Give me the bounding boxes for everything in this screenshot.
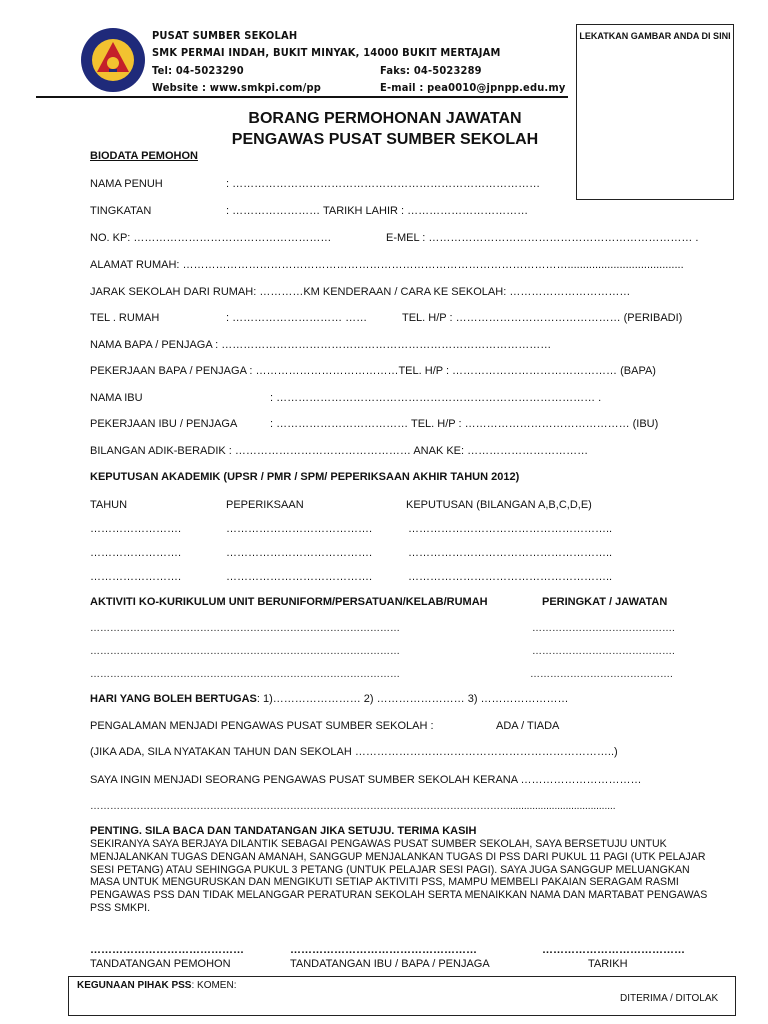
nama-bapa-field[interactable]: NAMA BAPA / PENJAGA : ……………………………………………………………………………… xyxy=(90,339,552,351)
signature-line-tarikh[interactable]: ………………………………… xyxy=(542,944,685,956)
tel-hp-peribadi-field[interactable]: TEL. H/P : ……………………………………… (PERIBADI) xyxy=(402,312,683,324)
peringkat-row3[interactable]: ……………………………………. xyxy=(530,669,673,680)
pekerjaan-ibu-field[interactable]: : ……………………………… TEL. H/P : ……………………………………… (IBU) xyxy=(270,418,659,430)
nokp-field[interactable]: NO. KP: ……………………………………………… xyxy=(90,232,332,244)
tingkatan-tarikh-lahir-field[interactable]: : …………………… TARIKH LAHIR : …………………………… xyxy=(226,205,529,217)
ada-tiada-options[interactable]: ADA / TIADA xyxy=(496,720,560,732)
kokurikulum-row2[interactable]: ………………………………………………………………………………… xyxy=(90,646,400,657)
col-keputusan: KEPUTUSAN (BILANGAN A,B,C,D,E) xyxy=(406,499,592,511)
kokurikulum-row1[interactable]: ………………………………………………………………………………… xyxy=(90,623,400,634)
peringkat-row2[interactable]: ……………………………………. xyxy=(532,646,675,657)
photo-placeholder-box[interactable] xyxy=(576,24,734,200)
komen-field[interactable]: : KOMEN: xyxy=(191,980,237,991)
akademik-heading: KEPUTUSAN AKADEMIK (UPSR / PMR / SPM/ PEPERIKSAAN AKHIR TAHUN 2012) xyxy=(90,471,520,483)
pekerjaan-ibu-label: PEKERJAAN IBU / PENJAGA xyxy=(90,418,238,430)
tandatangan-ibubapa-label: TANDATANGAN IBU / BAPA / PENJAGA xyxy=(290,958,490,970)
header-school-line2: SMK PERMAI INDAH, BUKIT MINYAK, 14000 BUKIT MERTAJAM xyxy=(152,46,501,59)
akademik-row3-keputusan[interactable]: ……………………………………………….. xyxy=(408,571,613,583)
form-title-line1: BORANG PERMOHONAN JAWATAN xyxy=(248,110,522,127)
kokurikulum-heading: AKTIVITI KO-KURIKULUM UNIT BERUNIFORM/PERSATUAN/KELAB/RUMAH xyxy=(90,596,488,608)
school-crest-logo xyxy=(80,27,146,93)
pekerjaan-bapa-field[interactable]: PEKERJAAN BAPA / PENJAGA : …………………………………TEL. H/P : ……………………………………… (BAPA) xyxy=(90,365,656,377)
kegunaan-label: KEGUNAAN PIHAK PSS xyxy=(77,980,192,991)
diterima-ditolak-options[interactable]: DITERIMA / DITOLAK xyxy=(620,993,719,1004)
hari-bertugas-label: HARI YANG BOLEH BERTUGAS xyxy=(90,693,257,705)
alamat-field[interactable]: ALAMAT RUMAH: ……………………………………………………………………………………………...................................... xyxy=(90,259,684,271)
jika-ada-field[interactable]: (JIKA ADA, SILA NYATAKAN TAHUN DAN SEKOLAH ……………………………………………………………..) xyxy=(90,746,618,758)
nama-penuh-label: NAMA PENUH xyxy=(90,178,163,190)
peringkat-row1[interactable]: ……………………………………. xyxy=(532,623,675,634)
akademik-row1-tahun[interactable]: ……………………. xyxy=(90,523,182,535)
hari-bertugas-row xyxy=(90,693,569,705)
form-title-line2: PENGAWAS PUSAT SUMBER SEKOLAH xyxy=(231,131,539,148)
emel-field[interactable]: E-MEL : ……………………………………………………………… . xyxy=(386,232,699,244)
col-peperiksaan: PEPERIKSAAN xyxy=(226,499,304,511)
kegunaan-row xyxy=(77,980,236,991)
bilangan-adik-beradik-field[interactable]: BILANGAN ADIK-BERADIK : ………………………………………… ANAK KE: …………………………… xyxy=(90,445,589,457)
akademik-row2-keputusan[interactable]: ……………………………………………….. xyxy=(408,547,613,559)
tel-rumah-field[interactable]: : ………………………… …… xyxy=(226,312,368,324)
akademik-row2-tahun[interactable]: ……………………. xyxy=(90,547,182,559)
header-divider xyxy=(36,96,568,98)
peringkat-jawatan-heading: PERINGKAT / JAWATAN xyxy=(542,596,668,608)
jarak-kenderaan-field[interactable]: JARAK SEKOLAH DARI RUMAH: …………KM KENDERAAN / CARA KE SEKOLAH: …………………………… xyxy=(90,286,631,298)
akademik-row1-peperiksaan[interactable]: …………………………………. xyxy=(226,523,373,535)
sebab-field-line2[interactable]: ………………………………………………………………………………………………………………...................................... xyxy=(90,801,616,812)
tel-rumah-label: TEL . RUMAH xyxy=(90,312,160,324)
tingkatan-label: TINGKATAN xyxy=(90,205,152,217)
col-tahun: TAHUN xyxy=(90,499,128,511)
akademik-row3-peperiksaan[interactable]: …………………………………. xyxy=(226,571,373,583)
signature-line-pemohon[interactable]: …………………………………… xyxy=(90,944,244,956)
akademik-row2-peperiksaan[interactable]: …………………………………. xyxy=(226,547,373,559)
header-faks: Faks: 04-5023289 xyxy=(380,64,482,77)
header-tel: Tel: 04-5023290 xyxy=(152,64,244,77)
header-website: Website : www.smkpi.com/pp xyxy=(152,81,322,94)
hari-bertugas-field[interactable]: : 1)…………………… 2) …………………… 3) …………………… xyxy=(256,693,569,705)
biodata-heading: BIODATA PEMOHON xyxy=(90,150,198,162)
signature-line-ibubapa[interactable]: …………………………………………… xyxy=(290,944,477,956)
nama-ibu-label: NAMA IBU xyxy=(90,392,143,404)
pengakuan-paragraph: SEKIRANYA SAYA BERJAYA DILANTIK SEBAGAI PENGAWAS PUSAT SUMBER SEKOLAH, SAYA BERSETUJU UNTUK MENJALANKAN TUGAS DENGAN AMANAH, SANGGUP MENJALANKAN TUGAS DI PSS DARI PUKUL 11 PAGI (UTK PELAJAR SESI PETANG) ATAU SEHINGGA PUKUL 3 PETANG (UNTUK PELAJAR SESI PAGI). SAYA JUGA SANGGUP MELUANGKAN MASA UNTUK MENGURUSKAN DAN MENGIKUTI SETIAP AKTIVITI PSS, MAMPU MEMBELI PAKAIAN SERAGAM RASMI PENGAWAS PSS DAN TIDAK MELANGGAR PERATURAN SEKOLAH SERTA MENAIKKAN NAMA DAN MARTABAT PENGAWAS PSS SMKPI. xyxy=(90,838,708,914)
tarikh-label: TARIKH xyxy=(588,958,628,970)
akademik-row1-keputusan[interactable]: ……………………………………………….. xyxy=(408,523,613,535)
sebab-field[interactable]: SAYA INGIN MENJADI SEORANG PENGAWAS PUSAT SUMBER SEKOLAH KERANA …………………………… xyxy=(90,774,642,786)
akademik-row3-tahun[interactable]: ……………………. xyxy=(90,571,182,583)
header-school-line1: PUSAT SUMBER SEKOLAH xyxy=(152,29,298,42)
nama-penuh-field[interactable]: : ………………………………………………………………………… xyxy=(226,178,541,190)
tandatangan-pemohon-label: TANDATANGAN PEMOHON xyxy=(90,958,231,970)
header-email: E-mail : pea0010@jpnpp.edu.my xyxy=(380,81,566,94)
nama-ibu-field[interactable]: : …………………………………………………………………………… . xyxy=(270,392,602,404)
pengalaman-label: PENGALAMAN MENJADI PENGAWAS PUSAT SUMBER SEKOLAH : xyxy=(90,720,434,732)
photo-box-label: LEKATKAN GAMBAR ANDA DI SINI xyxy=(579,31,731,41)
kegunaan-pss-box xyxy=(68,976,736,1016)
pengakuan-heading: PENTING. SILA BACA DAN TANDATANGAN JIKA SETUJU. TERIMA KASIH xyxy=(90,825,477,837)
kokurikulum-row3[interactable]: ………………………………………………………………………………… xyxy=(90,669,400,680)
